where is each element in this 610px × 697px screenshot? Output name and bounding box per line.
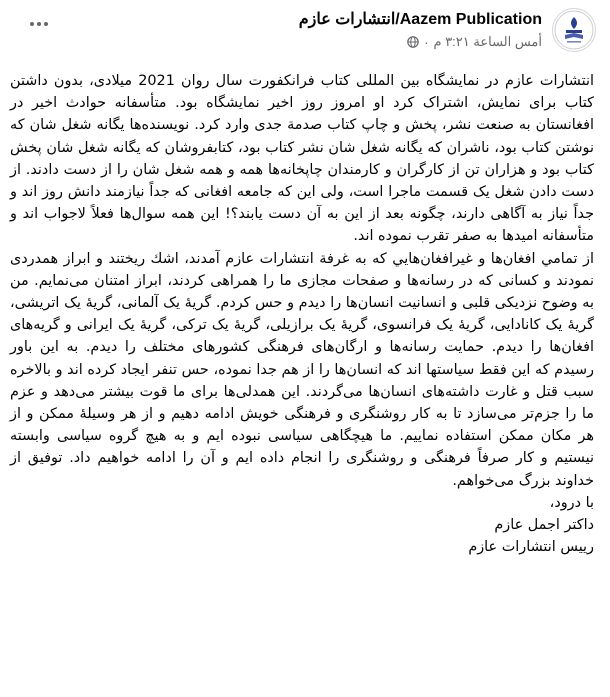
more-options-icon[interactable]: [24, 12, 54, 36]
publisher-logo-icon: [554, 10, 594, 50]
page-name-link[interactable]: Aazem Publication/انتشارات عازم: [298, 11, 542, 28]
post-timestamp[interactable]: أمس الساعة ٣:٢١ م: [433, 34, 542, 49]
signer-name: داکتر اجمل عازم: [494, 517, 594, 534]
page-avatar[interactable]: [552, 8, 596, 52]
separator-dot: ·: [424, 34, 429, 50]
post-timestamp-row: [299, 34, 542, 50]
post-paragraph-1: انتشارات عازم در نمایشگاه بین المللی کتاب فرانکفورت سال روان 2021 میلادی، بدون داشتن کتاب برای نمایش، اشتراک کرد او امروز روز اخیر نمایشگاه بود. متأسفانه حوادث اخیر در افغانستان به صنعت نشر، پخش و چاپ کتاب صدمة جدی وارد کرد. نویسنده‌ها یگانه شغل شان که نوشتن کتاب بود، ناشران که یگانه شغل شان نشر کتاب بود، کتابفروشان که یگانه شغل شان پخش کتاب بود و هزاران تن از کارگران و کارمندان چاپخانه‌ها همه و همه شغل شان را از دست دادند. از دست دادن شغل یک قسمت ماجرا است، ولی این که جامعه افغانی که جداً نیازمند دانش روز اند و جداً نیاز به آگاهی دارند، چگونه بعد از این به آن دست یابند؟! این همه سوال‌ها فعلاً لاجواب اند و متأسفانه امیدها به صفر تقرب نموده اند.: [10, 73, 594, 245]
post-meta: [299, 6, 542, 50]
signer-title: رییس انتشارات عازم: [468, 539, 594, 556]
post-signature: [10, 492, 594, 559]
post-paragraph-2: از تمامي افغان‌ها و غيرافغان‌هايي كه به غرفة انتشارات عازم آمدند، اشك ريختند و ابراز همدردى نمودند و كسانى كه در رسانه‌ها و صفحات مجازى ما را همراهى كردند، ابراز امتنان مى‌نمايم. من به وضوح نزديكى قلبى و انسانيت انسان‌ها را ديدم و حس كردم. گريهٔ یک آلمانی، گریهٔ یک اتریشی، گریهٔ یک کانادایی، گریهٔ یک فرانسوی، گریهٔ یک برازیلی، گریهٔ یک ترکی، گریهٔ یک ایرانی و گریه‌های افغان‌ها را دیدم. حمایت رسانه‌ها و ارگان‌های فرهنگی کشورهای مختلف را دیدم. به این باور رسیدم که این فقط سیاستها اند که انسان‌ها را از هم جدا نموده، حس تنفر ایجاد کرده اند و بالاخره سبب قتل و غارت داشته‌های انسان‌ها می‌گردند. این همدلی‌ها برای ما قوت بیشتر می‌دهد و عزم ما را جزم‌تر می‌سازد تا به کار روشنگری و فرهنگی خویش ادامه دهیم و از هر وسیلهٔ ممکن و از هر مکان ممکن استفاده نماییم. ما هیچگاهی سیاسی نبوده ایم و به هیچ گروه سیاسی وابسته نیستیم و کار صرفاً فرهنگی و روشنگری را انجام داده ایم و آن را ادامه خواهیم داد. توفیق از خداوند بزرگ می‌خواهم.: [10, 250, 594, 489]
globe-icon[interactable]: [407, 36, 419, 48]
post-text: [10, 70, 596, 558]
post-header: [10, 6, 596, 64]
closing-line: با درود،: [549, 494, 594, 511]
